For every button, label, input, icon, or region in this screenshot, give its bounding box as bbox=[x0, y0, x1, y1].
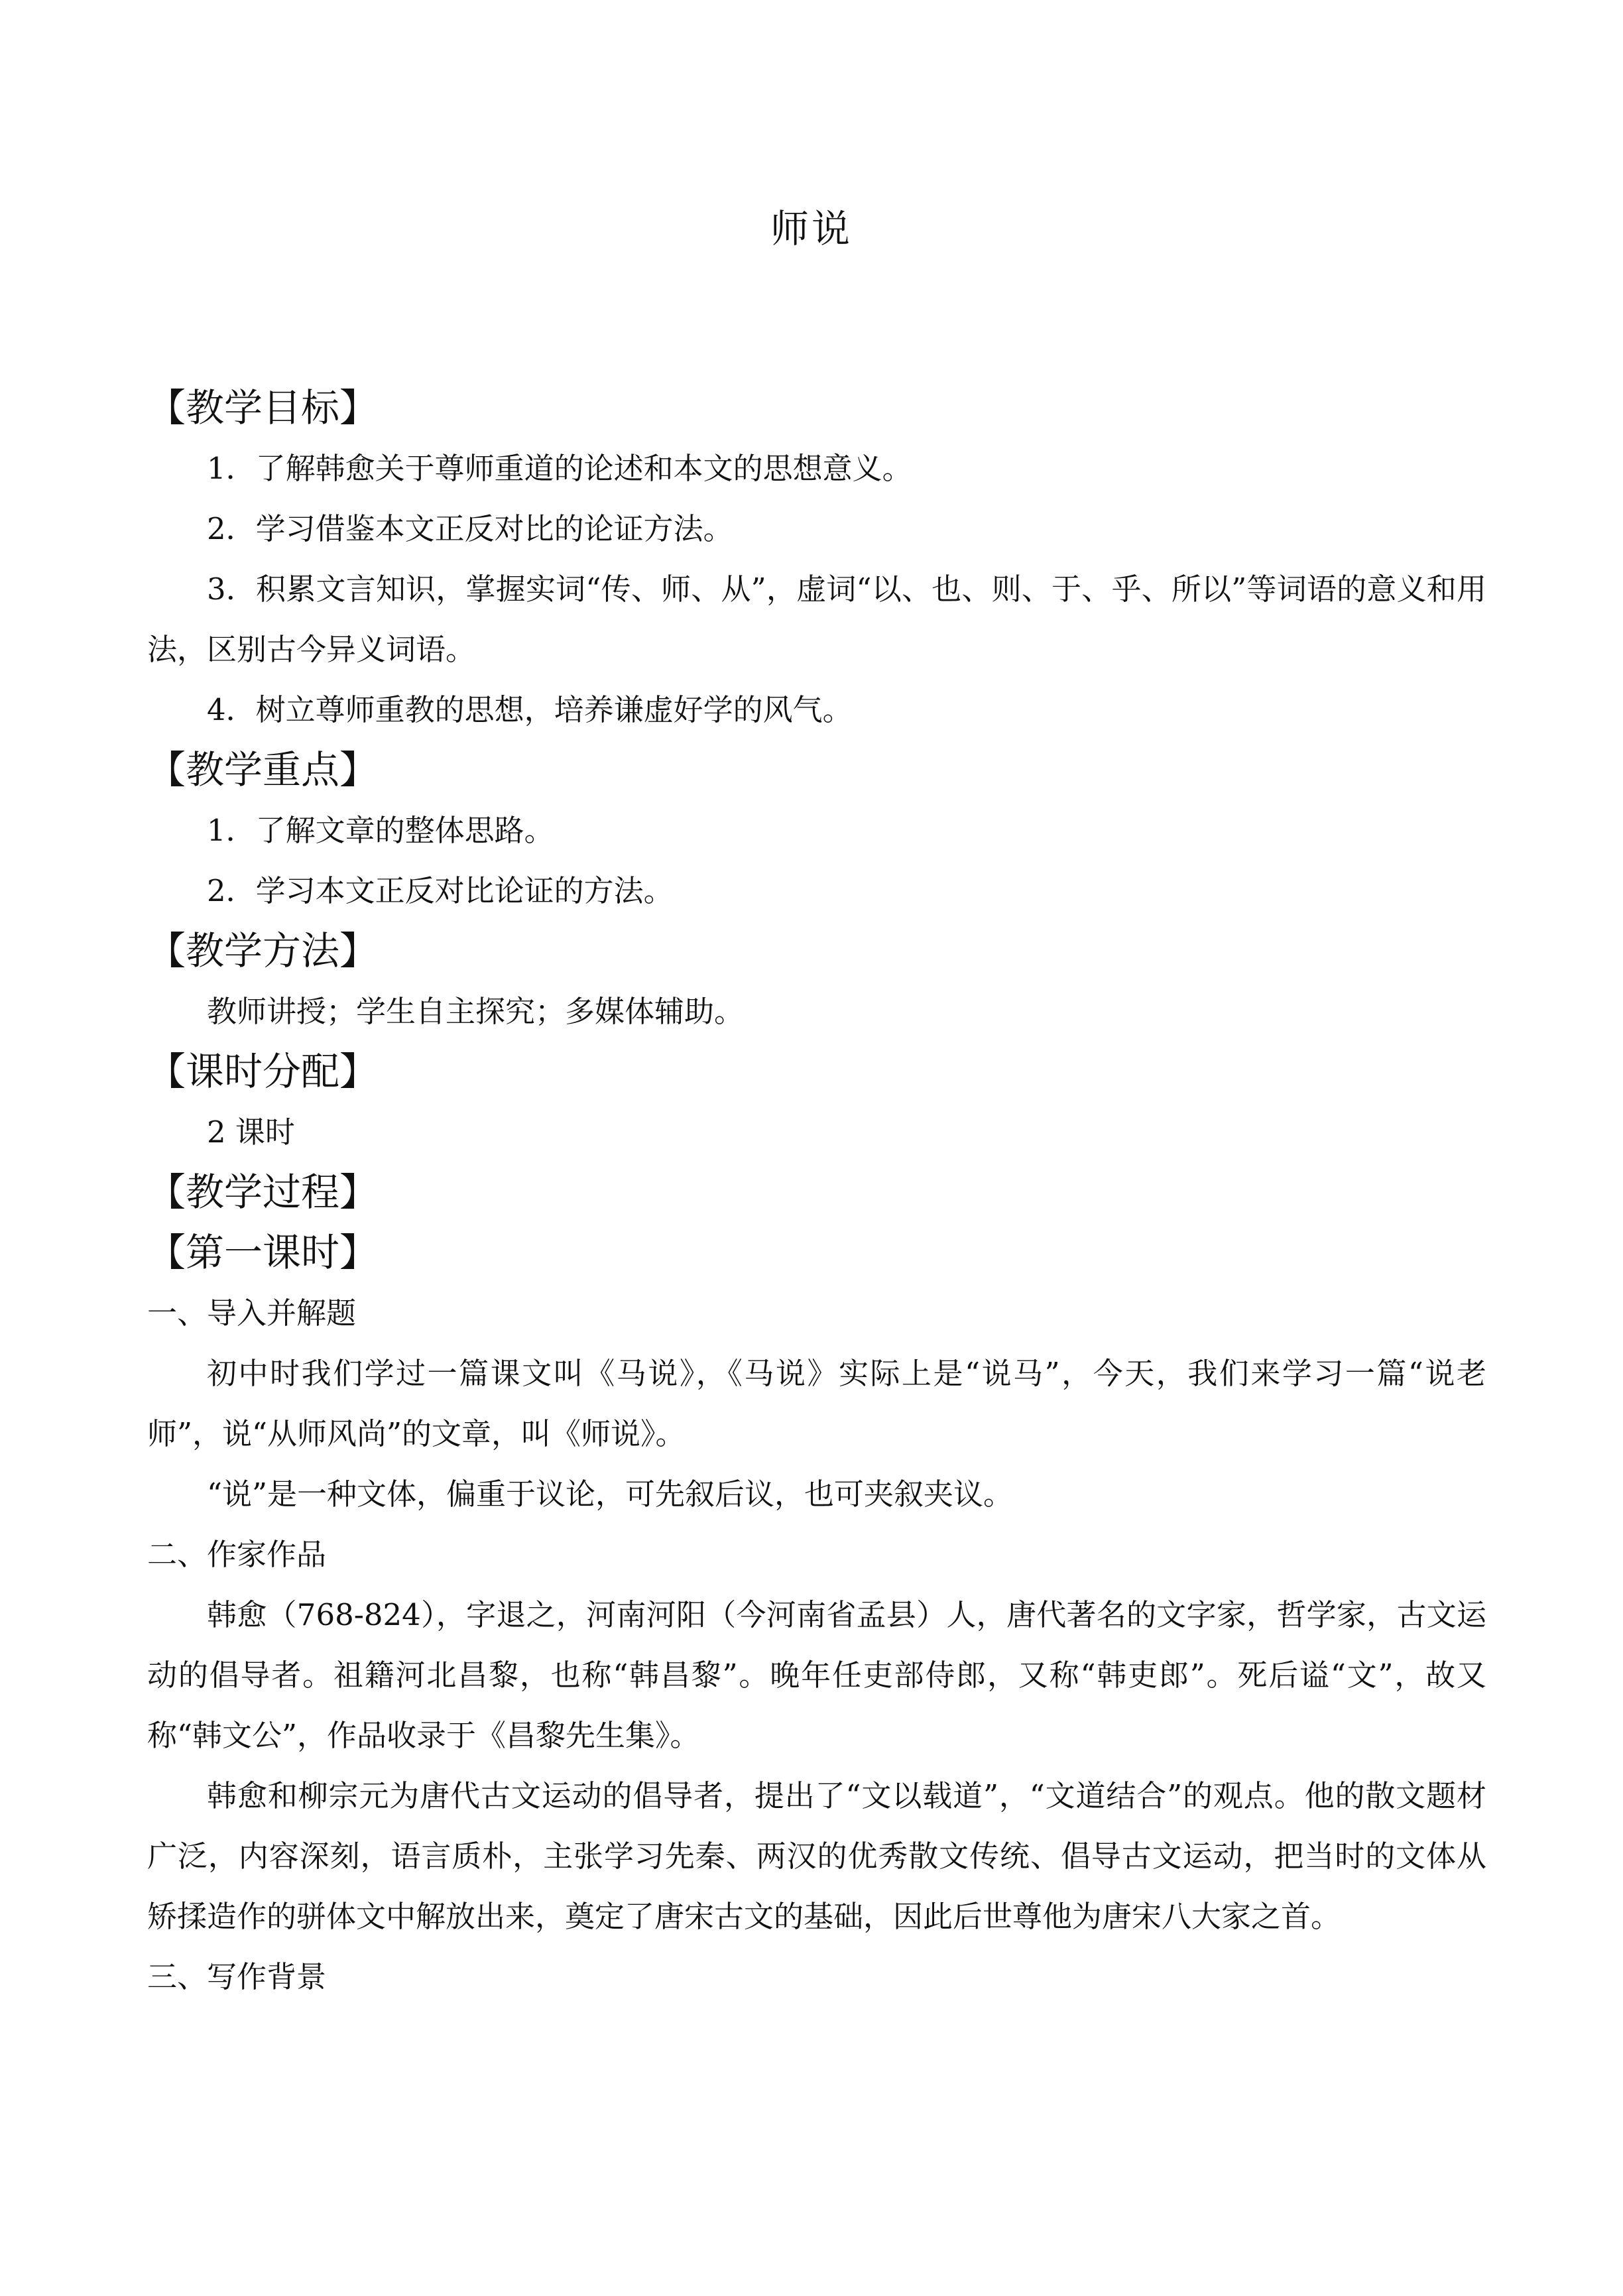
section-author-works: 二、作家作品 bbox=[147, 1537, 327, 1572]
heading-first-lesson: 【第一课时】 bbox=[147, 1230, 379, 1275]
focus-item-2: 2．学习本文正反对比论证的方法。 bbox=[207, 873, 674, 908]
heading-teaching-focus: 【教学重点】 bbox=[147, 747, 379, 792]
focus-item-1: 1．了解文章的整体思路。 bbox=[207, 813, 554, 848]
paragraph-author-2: 韩愈和柳宗元为唐代古文运动的倡导者，提出了“文以载道”，“文道结合”的观点。他的散文题材广泛，内容深刻，语言质朴，主张学习先秦、两汉的优秀散文传统、倡导古文运动，把当时的文体从矫揉造作的骈体文中解放出来，奠定了唐宋古文的基础，因此后世尊他为唐宋八大家之首。 bbox=[147, 1778, 1486, 1934]
goal-item-3: 3．积累文言知识，掌握实词“传、师、从”，虚词“以、也、则、于、乎、所以”等词语的意义和用法，区别古今异义词语。 bbox=[147, 572, 1486, 667]
goal-item-4: 4．树立尊师重教的思想，培养谦虚好学的风气。 bbox=[207, 692, 853, 727]
paragraph-author-1: 韩愈（768-824），字退之，河南河阳（今河南省孟县）人，唐代著名的文字家，哲学家，古文运动的倡导者。祖籍河北昌黎，也称“韩昌黎”。晚年任吏部侍郎，又称“韩吏郎”。死后谥“文”，故又称“韩文公”，作品收录于《昌黎先生集》。 bbox=[147, 1597, 1486, 1753]
method-text: 教师讲授；学生自主探究；多媒体辅助。 bbox=[207, 994, 745, 1029]
goal-item-1: 1．了解韩愈关于尊师重道的论述和本文的思想意义。 bbox=[207, 451, 912, 486]
hours-text: 2 课时 bbox=[207, 1115, 295, 1150]
section-background: 三、写作背景 bbox=[147, 1959, 327, 1994]
paragraph-intro-1: 初中时我们学过一篇课文叫《马说》，《马说》实际上是“说马”，今天，我们来学习一篇“说老师”，说“从师风尚”的文章，叫《师说》。 bbox=[147, 1356, 1486, 1451]
paragraph-intro-2: “说”是一种文体，偏重于议论，可先叙后议，也可夹叙夹议。 bbox=[207, 1477, 1014, 1512]
heading-teaching-process: 【教学过程】 bbox=[147, 1170, 379, 1215]
document-body bbox=[147, 378, 1486, 2007]
heading-teaching-goals: 【教学目标】 bbox=[147, 385, 379, 430]
heading-teaching-method: 【教学方法】 bbox=[147, 928, 379, 973]
section-introduction: 一、导入并解题 bbox=[147, 1296, 357, 1331]
document-title: 师说 bbox=[770, 206, 853, 251]
goal-item-2: 2．学习借鉴本文正反对比的论证方法。 bbox=[207, 511, 733, 546]
heading-lesson-hours: 【课时分配】 bbox=[147, 1049, 379, 1094]
